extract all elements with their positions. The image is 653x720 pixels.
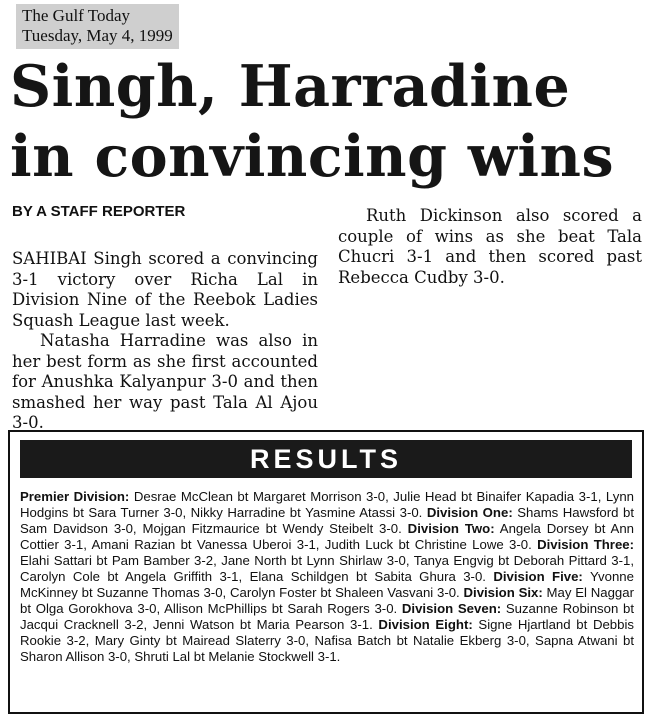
article-paragraph: Natasha Harradine was also in her best form as she first accounted for Anushka Kalyanpur 3-0 and then smashed her way past Tala Al Ajou 3-0. — [12, 331, 318, 432]
division-label: Premier Division: — [20, 489, 130, 504]
results-box — [8, 430, 644, 714]
results-list — [20, 489, 634, 665]
headline — [10, 52, 650, 192]
division-results: May El Naggar bt Olga Gorokhova 3-0, Allison McPhillips bt Sarah Rogers 3-0. — [20, 585, 634, 616]
division-label: Division Two: — [407, 521, 495, 536]
masthead — [16, 4, 179, 49]
article-column-left — [12, 249, 318, 434]
division-results: Signe Hjartland bt Debbis Rookie 3-2, Mary Ginty bt Mairead Slaterry 3-0, Nafisa Batch bt Natalie Ekberg 3-0, Sapna Atwani bt Sharon Allison 3-0, Shruti Lal bt Melanie Stockwell 3-1. — [20, 617, 634, 664]
headline-line-1: Singh, Harradine — [10, 53, 571, 120]
article-column-right — [338, 206, 642, 288]
division-results: Elahi Sattari bt Pam Bamber 3-2, Jane North bt Lynn Shirlaw 3-0, Tanya Engvig bt Deborah Pittard 3-1, Carolyn Cole bt Angela Griffith 3-1, Elana Schildgen bt Sabita Ghura 3-0. — [20, 553, 634, 584]
byline: BY A STAFF REPORTER — [12, 203, 186, 220]
publication-name: The Gulf Today — [22, 6, 131, 25]
division-label: Division Eight: — [378, 617, 473, 632]
division-results: Angela Dorsey bt Ann Cottier 3-1, Amani Razian bt Vanessa Uberoi 3-1, Judith Luck bt Christine Lowe 3-0. — [20, 521, 635, 552]
division-label: Division Three: — [537, 537, 635, 552]
division-label: Division Five: — [493, 569, 583, 584]
division-label: Division Seven: — [401, 601, 502, 616]
article-paragraph: SAHIBAI Singh scored a convincing 3-1 victory over Richa Lal in Division Nine of the Reebok Ladies Squash League last week. — [12, 249, 318, 330]
division-results: Suzanne Robinson bt Jacqui Cracknell 3-2, Jenni Watson bt Maria Pearson 3-1. — [20, 601, 634, 632]
results-heading: RESULTS — [20, 440, 632, 478]
division-results: Shams Hawsford bt Sam Davidson 3-0, Mojgan Fitzmaurice bt Wendy Steibelt 3-0. — [20, 505, 634, 536]
publication-date: Tuesday, May 4, 1999 — [22, 26, 173, 45]
division-results: Desrae McClean bt Margaret Morrison 3-0, Julie Head bt Binaifer Kapadia 3-1, Lynn Hodgins bt Sara Turner 3-0, Nikky Harradine bt Yasmine Atassi 3-0. — [20, 489, 634, 520]
division-results: Yvonne McKinney bt Suzanne Thomas 3-0, Carolyn Foster bt Shaleen Vasvani 3-0. — [20, 569, 634, 600]
division-label: Division One: — [426, 505, 513, 520]
headline-line-2: in convincing wins — [10, 123, 615, 190]
article-paragraph: Ruth Dickinson also scored a couple of wins as she beat Tala Chucri 3-1 and then scored past Rebecca Cudby 3-0. — [338, 206, 642, 287]
division-label: Division Six: — [463, 585, 543, 600]
